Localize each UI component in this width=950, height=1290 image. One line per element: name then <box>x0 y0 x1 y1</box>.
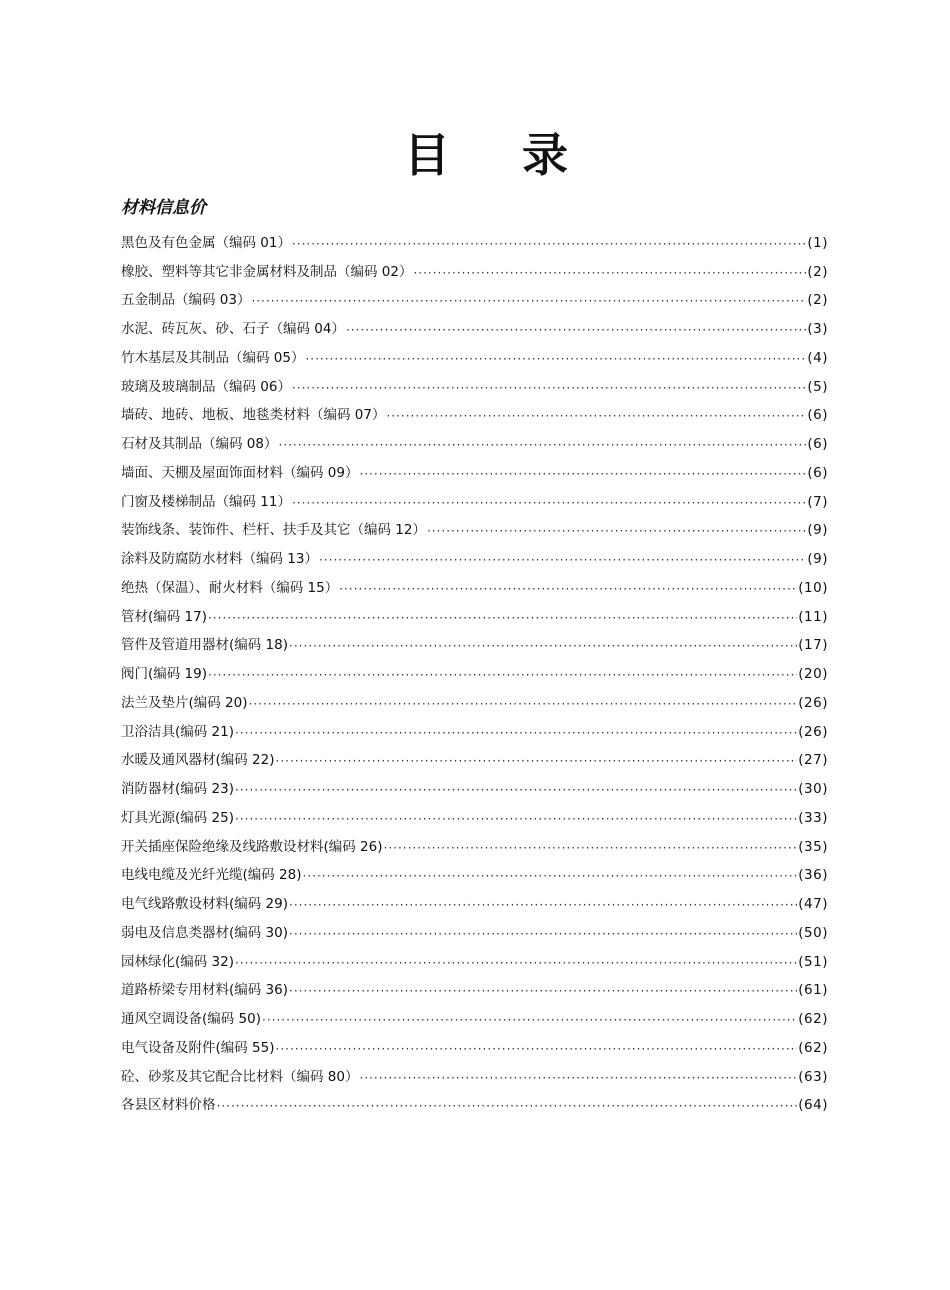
toc-dot-leader <box>303 865 798 887</box>
toc-entry-label: 开关插座保险绝缘及线路敷设材料(编码 26) <box>121 838 383 855</box>
toc-entry[interactable] <box>121 859 828 888</box>
toc-entry-page-number: (9) <box>807 522 828 539</box>
toc-dot-leader <box>319 549 806 571</box>
toc-entry-label: 墙砖、地砖、地板、地毯类材料（编码 07） <box>121 407 386 424</box>
page-title: 目 录 <box>403 128 596 182</box>
toc-entry[interactable] <box>121 542 828 571</box>
toc-entry-label: 橡胶、塑料等其它非金属材料及制品（编码 02） <box>121 263 413 280</box>
toc-entry[interactable] <box>121 830 828 859</box>
toc-entry-label: 石材及其制品（编码 08） <box>121 436 278 452</box>
toc-entry[interactable] <box>121 744 828 773</box>
toc-entry-page-number: (36) <box>798 867 828 884</box>
toc-entry-label: 墙面、天棚及屋面饰面材料（编码 09） <box>121 464 359 481</box>
toc-entry[interactable] <box>121 571 828 600</box>
toc-entry-page-number: (6) <box>807 436 828 452</box>
toc-entry-page-number: (50) <box>798 924 828 941</box>
toc-entry-label: 电线电缆及光纤光缆(编码 28) <box>121 867 302 884</box>
toc-dot-leader <box>289 980 797 1002</box>
toc-dot-leader <box>359 1067 797 1089</box>
toc-entry-page-number: (63) <box>798 1068 828 1085</box>
toc-entry[interactable] <box>121 715 828 744</box>
toc-entry[interactable] <box>121 312 828 341</box>
toc-entry-page-number: (7) <box>807 493 828 510</box>
toc-entry-page-number: (64) <box>798 1097 828 1114</box>
toc-dot-leader <box>292 377 806 399</box>
toc-entry[interactable] <box>121 657 828 686</box>
toc-dot-leader <box>305 348 806 370</box>
toc-entry[interactable] <box>121 945 828 974</box>
toc-entry-page-number: (47) <box>798 896 828 912</box>
table-of-contents <box>121 226 828 1117</box>
toc-entry[interactable] <box>121 1002 828 1031</box>
toc-entry[interactable] <box>121 427 828 456</box>
toc-dot-leader <box>289 923 797 945</box>
toc-entry-label: 各县区材料价格 <box>121 1097 216 1114</box>
toc-entry-label: 阀门(编码 19) <box>121 666 208 682</box>
toc-entry-page-number: (6) <box>807 464 828 481</box>
toc-entry-label: 灯具光源(编码 25) <box>121 809 235 826</box>
toc-dot-leader <box>339 578 797 600</box>
toc-entry-page-number: (2) <box>807 292 828 309</box>
toc-entry-label: 水暖及通风器材(编码 22) <box>121 752 275 769</box>
toc-entry[interactable] <box>121 370 828 399</box>
toc-entry-label: 管材(编码 17) <box>121 608 208 625</box>
toc-entry[interactable] <box>121 485 828 514</box>
toc-dot-leader <box>386 405 806 427</box>
toc-entry-label: 竹木基层及其制品（编码 05） <box>121 349 305 366</box>
toc-dot-leader <box>292 233 806 255</box>
toc-entry[interactable] <box>121 916 828 945</box>
toc-entry-label: 电气线路敷设材料(编码 29) <box>121 896 289 912</box>
toc-dot-leader <box>217 1095 798 1117</box>
toc-dot-leader <box>235 779 797 801</box>
toc-dot-leader <box>251 290 806 312</box>
toc-entry[interactable] <box>121 226 828 255</box>
toc-entry-page-number: (62) <box>798 1011 828 1027</box>
toc-entry-label: 装饰线条、装饰件、栏杆、扶手及其它（编码 12） <box>121 522 426 539</box>
toc-entry-page-number: (26) <box>798 723 828 740</box>
toc-dot-leader <box>413 262 806 284</box>
toc-entry-page-number: (30) <box>798 781 828 797</box>
toc-entry[interactable] <box>121 514 828 543</box>
toc-entry[interactable] <box>121 1031 828 1060</box>
toc-dot-leader <box>384 837 798 859</box>
toc-dot-leader <box>208 664 797 686</box>
toc-entry-page-number: (9) <box>807 551 828 567</box>
toc-entry-page-number: (27) <box>798 752 828 769</box>
toc-entry-page-number: (26) <box>798 694 828 711</box>
toc-entry[interactable] <box>121 341 828 370</box>
toc-entry[interactable] <box>121 600 828 629</box>
toc-dot-leader <box>249 693 798 715</box>
toc-entry-label: 卫浴洁具(编码 21) <box>121 723 235 740</box>
toc-entry-page-number: (11) <box>798 608 828 625</box>
toc-dot-leader <box>262 1009 797 1031</box>
toc-entry[interactable] <box>121 456 828 485</box>
toc-dot-leader <box>235 952 797 974</box>
toc-entry-label: 法兰及垫片(编码 20) <box>121 694 248 711</box>
toc-entry[interactable] <box>121 255 828 284</box>
toc-entry-label: 通风空调设备(编码 50) <box>121 1011 262 1027</box>
toc-entry-label: 弱电及信息类器材(编码 30) <box>121 924 289 941</box>
toc-dot-leader <box>292 492 806 514</box>
toc-entry-page-number: (20) <box>798 666 828 682</box>
toc-entry-label: 砼、砂浆及其它配合比材料（编码 80） <box>121 1068 359 1085</box>
toc-entry-page-number: (6) <box>807 407 828 424</box>
toc-dot-leader <box>359 463 806 485</box>
toc-entry-label: 涂料及防腐防水材料（编码 13） <box>121 551 318 567</box>
toc-entry-page-number: (4) <box>807 349 828 366</box>
toc-entry-label: 道路桥梁专用材料(编码 36) <box>121 982 289 999</box>
toc-entry[interactable] <box>121 629 828 658</box>
toc-entry-page-number: (2) <box>807 263 828 280</box>
toc-entry[interactable] <box>121 772 828 801</box>
toc-entry-label: 消防器材(编码 23) <box>121 781 235 797</box>
toc-entry-page-number: (17) <box>798 637 828 654</box>
toc-entry-label: 黑色及有色金属（编码 01） <box>121 234 291 251</box>
toc-entry-page-number: (33) <box>798 809 828 826</box>
toc-entry[interactable] <box>121 1060 828 1089</box>
toc-entry-page-number: (62) <box>798 1039 828 1056</box>
toc-dot-leader <box>346 319 806 341</box>
toc-dot-leader <box>235 722 797 744</box>
toc-entry-label: 绝热（保温）、耐火材料（编码 15） <box>121 579 339 596</box>
toc-dot-leader <box>235 808 797 830</box>
toc-entry-page-number: (3) <box>807 321 828 337</box>
toc-entry-label: 电气设备及附件(编码 55) <box>121 1039 275 1056</box>
toc-dot-leader <box>289 635 797 657</box>
toc-entry-page-number: (35) <box>798 838 828 855</box>
toc-dot-leader <box>278 434 806 456</box>
toc-entry[interactable] <box>121 399 828 428</box>
toc-entry-label: 门窗及楼梯制品（编码 11） <box>121 493 291 510</box>
toc-dot-leader <box>208 607 797 629</box>
toc-entry[interactable] <box>121 284 828 313</box>
toc-entry[interactable] <box>121 801 828 830</box>
toc-entry-label: 玻璃及玻璃制品（编码 06） <box>121 378 291 395</box>
toc-dot-leader <box>427 520 806 542</box>
toc-entry[interactable] <box>121 1089 828 1118</box>
toc-entry-page-number: (10) <box>798 579 828 596</box>
toc-entry-label: 五金制品（编码 03） <box>121 292 251 309</box>
section-heading: 材料信息价 <box>121 198 206 218</box>
toc-dot-leader <box>276 750 798 772</box>
toc-entry-label: 水泥、砖瓦灰、砂、石子（编码 04） <box>121 321 345 337</box>
toc-dot-leader <box>276 1038 798 1060</box>
toc-entry-page-number: (1) <box>807 234 828 251</box>
toc-entry-page-number: (51) <box>798 953 828 970</box>
toc-entry[interactable] <box>121 686 828 715</box>
toc-dot-leader <box>289 894 797 916</box>
toc-entry-page-number: (61) <box>798 982 828 999</box>
toc-entry[interactable] <box>121 974 828 1003</box>
toc-entry-label: 园林绿化(编码 32) <box>121 953 235 970</box>
toc-entry-page-number: (5) <box>807 378 828 395</box>
toc-entry[interactable] <box>121 887 828 916</box>
toc-entry-label: 管件及管道用器材(编码 18) <box>121 637 289 654</box>
